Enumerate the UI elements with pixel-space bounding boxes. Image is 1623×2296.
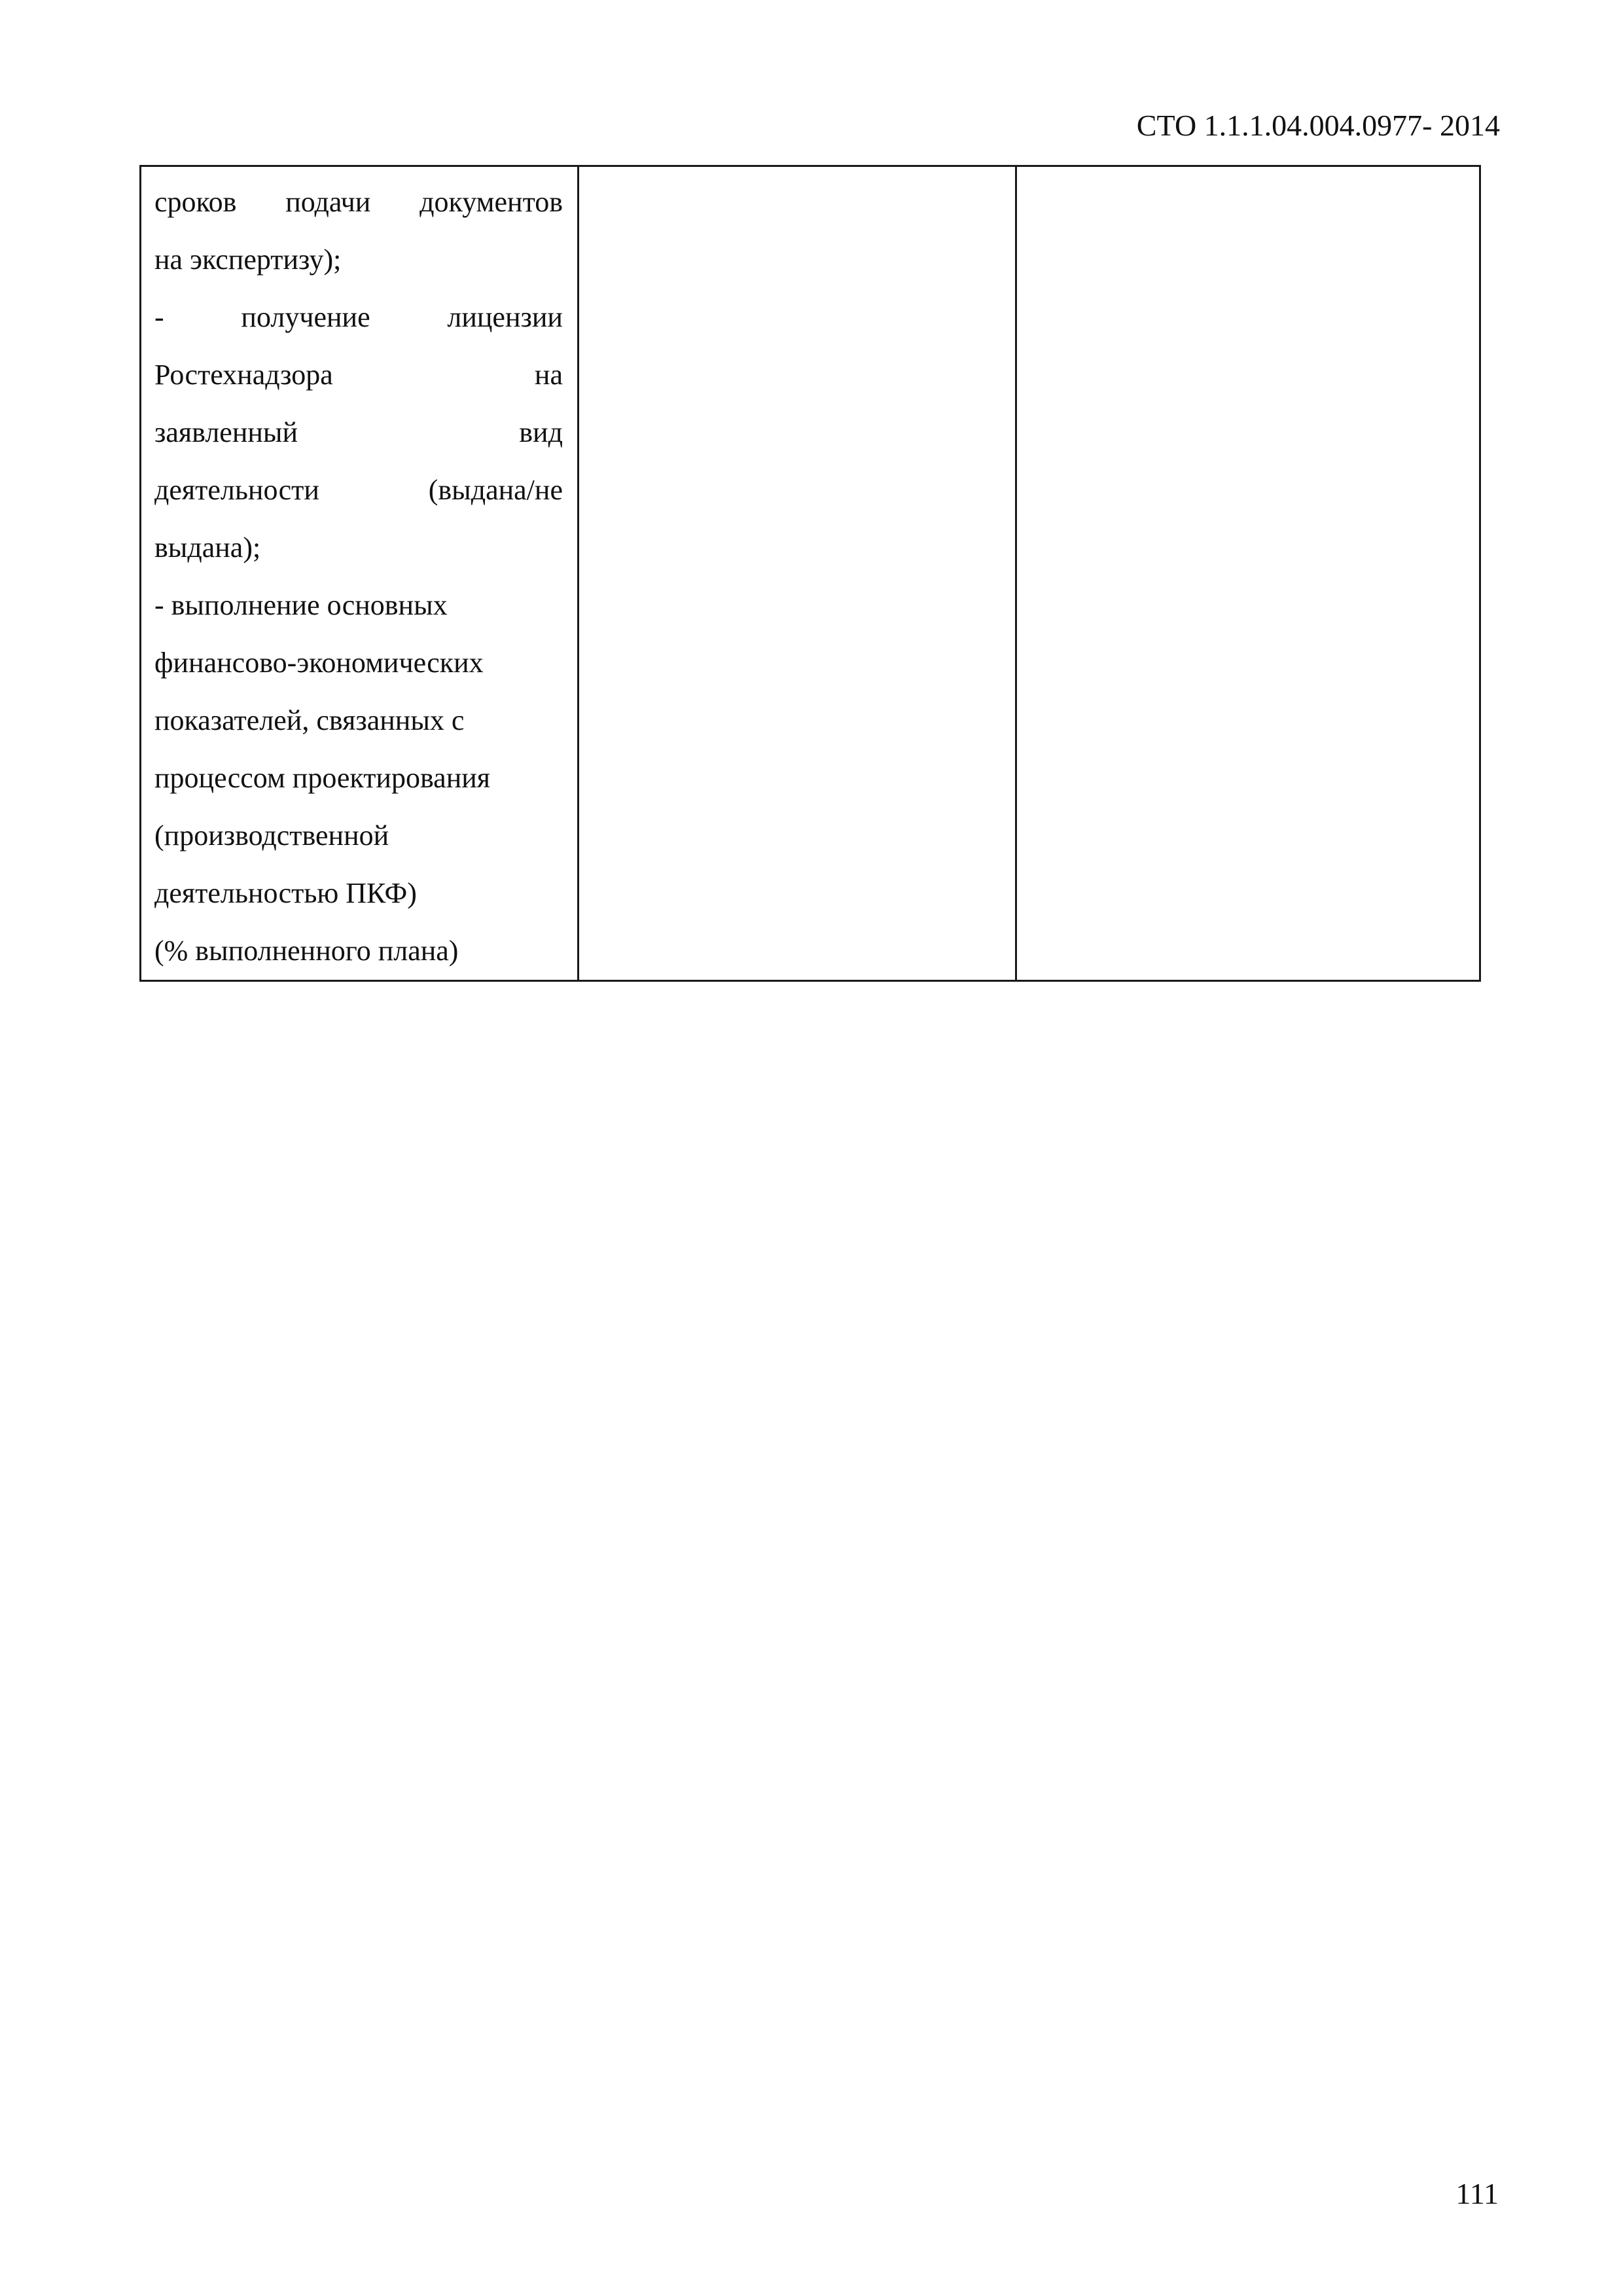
criteria-line-part: вид <box>519 416 563 448</box>
criteria-line-part: заявленный <box>154 416 298 448</box>
criteria-line <box>154 173 563 231</box>
criteria-line <box>154 404 563 461</box>
criteria-line-part: сроков <box>154 186 237 218</box>
criteria-line-part: деятельности <box>154 474 319 506</box>
criteria-line-part: на экспертизу); <box>154 243 342 276</box>
table-cell-criteria <box>141 166 579 981</box>
criteria-line-part: на <box>534 359 563 391</box>
table-row <box>141 166 1480 981</box>
criteria-line-part: документов <box>419 186 563 218</box>
criteria-line <box>154 922 563 980</box>
criteria-line <box>154 231 563 289</box>
criteria-line <box>154 692 563 749</box>
criteria-line-part: - выполнение основных <box>154 589 448 621</box>
criteria-line-part: лицензии <box>447 301 563 333</box>
criteria-line-part: показателей, связанных с <box>154 704 465 736</box>
criteria-line <box>154 577 563 634</box>
criteria-line <box>154 346 563 404</box>
document-code: СТО 1.1.1.04.004.0977- 2014 <box>1136 109 1500 142</box>
criteria-line-part: финансово-экономических <box>154 647 484 679</box>
criteria-line <box>154 519 563 577</box>
criteria-line-part: деятельностью ПКФ) <box>154 877 417 909</box>
criteria-table <box>139 165 1481 982</box>
criteria-line-part: (производственной <box>154 819 389 852</box>
criteria-line <box>154 807 563 865</box>
criteria-line-part: (выдана/не <box>428 474 563 506</box>
criteria-line-part: (% выполненного плана) <box>154 935 459 967</box>
table-cell-empty-2 <box>579 166 1016 981</box>
criteria-line <box>154 749 563 807</box>
criteria-line <box>154 865 563 922</box>
criteria-line-part: процессом проектирования <box>154 762 491 794</box>
criteria-line <box>154 289 563 346</box>
criteria-line-part: Ростехнадзора <box>154 359 333 391</box>
table-cell-empty-3 <box>1016 166 1480 981</box>
criteria-text <box>141 167 577 980</box>
criteria-line-part: подачи <box>285 186 371 218</box>
page-number: 111 <box>1455 2177 1499 2210</box>
criteria-line-part: - <box>154 301 164 333</box>
criteria-line <box>154 461 563 519</box>
criteria-line <box>154 634 563 692</box>
criteria-line-part: выдана); <box>154 531 261 564</box>
criteria-line-part: получение <box>241 301 370 333</box>
